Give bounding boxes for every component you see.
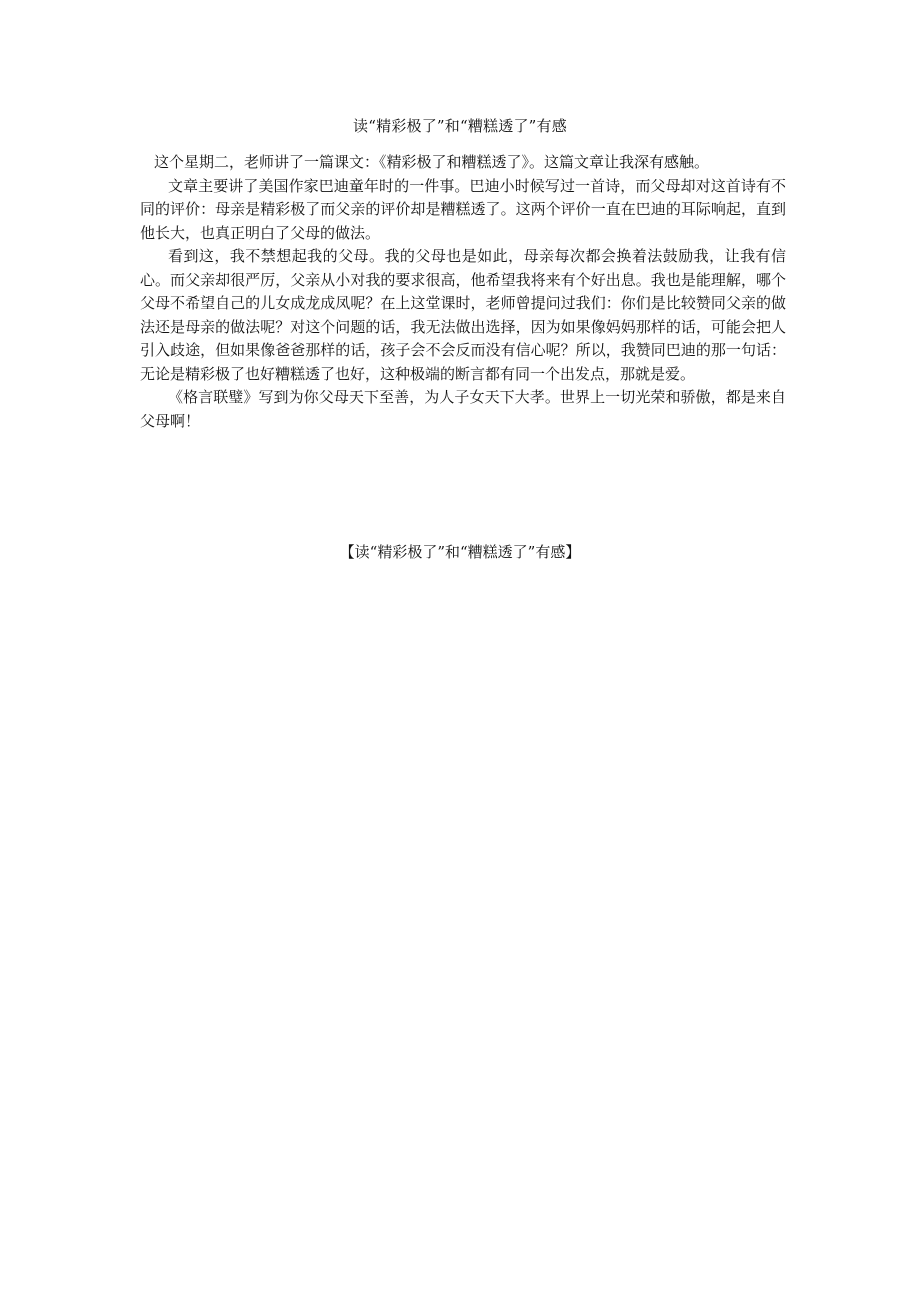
document-body (140, 151, 786, 433)
paragraph-3: 看到这，我不禁想起我的父母。我的父母也是如此，母亲每次都会换着法鼓励我，让我有信心。而父亲却很严厉，父亲从小对我的要求很高，他希望我将来有个好出息。我也是能理解，哪个父母不希望自己的儿女成龙成凤呢？在上这堂课时，老师曾提问过我们：你们是比较赞同父亲的做法还是母亲的做法呢？对这个问题的话，我无法做出选择，因为如果像妈妈那样的话，可能会把人引入歧途，但如果像爸爸那样的话，孩子会不会反而没有信心呢？所以，我赞同巴迪的那一句话：无论是精彩极了也好糟糕透了也好，这种极端的断言都有同一个出发点，那就是爱。 (140, 247, 786, 383)
paragraph-4: 《格言联璧》写到为你父母天下至善，为人子女天下大孝。世界上一切光荣和骄傲，都是来自父母啊！ (140, 388, 786, 430)
paragraph-1: 这个星期二，老师讲了一篇课文：《精彩极了和糟糕透了》。这篇文章让我深有感触。 (154, 153, 710, 171)
document-footer-title: 【读“精彩极了”和“糟糕透了”有感】 (339, 543, 581, 561)
document-title: 读“精彩极了”和“糟糕透了”有感 (353, 117, 567, 135)
paragraph-2: 文章主要讲了美国作家巴迪童年时的一件事。巴迪小时候写过一首诗，而父母却对这首诗有不同的评价：母亲是精彩极了而父亲的评价却是糟糕透了。这两个评价一直在巴迪的耳际响起，直到他长大，也真正明白了父母的做法。 (140, 176, 786, 242)
